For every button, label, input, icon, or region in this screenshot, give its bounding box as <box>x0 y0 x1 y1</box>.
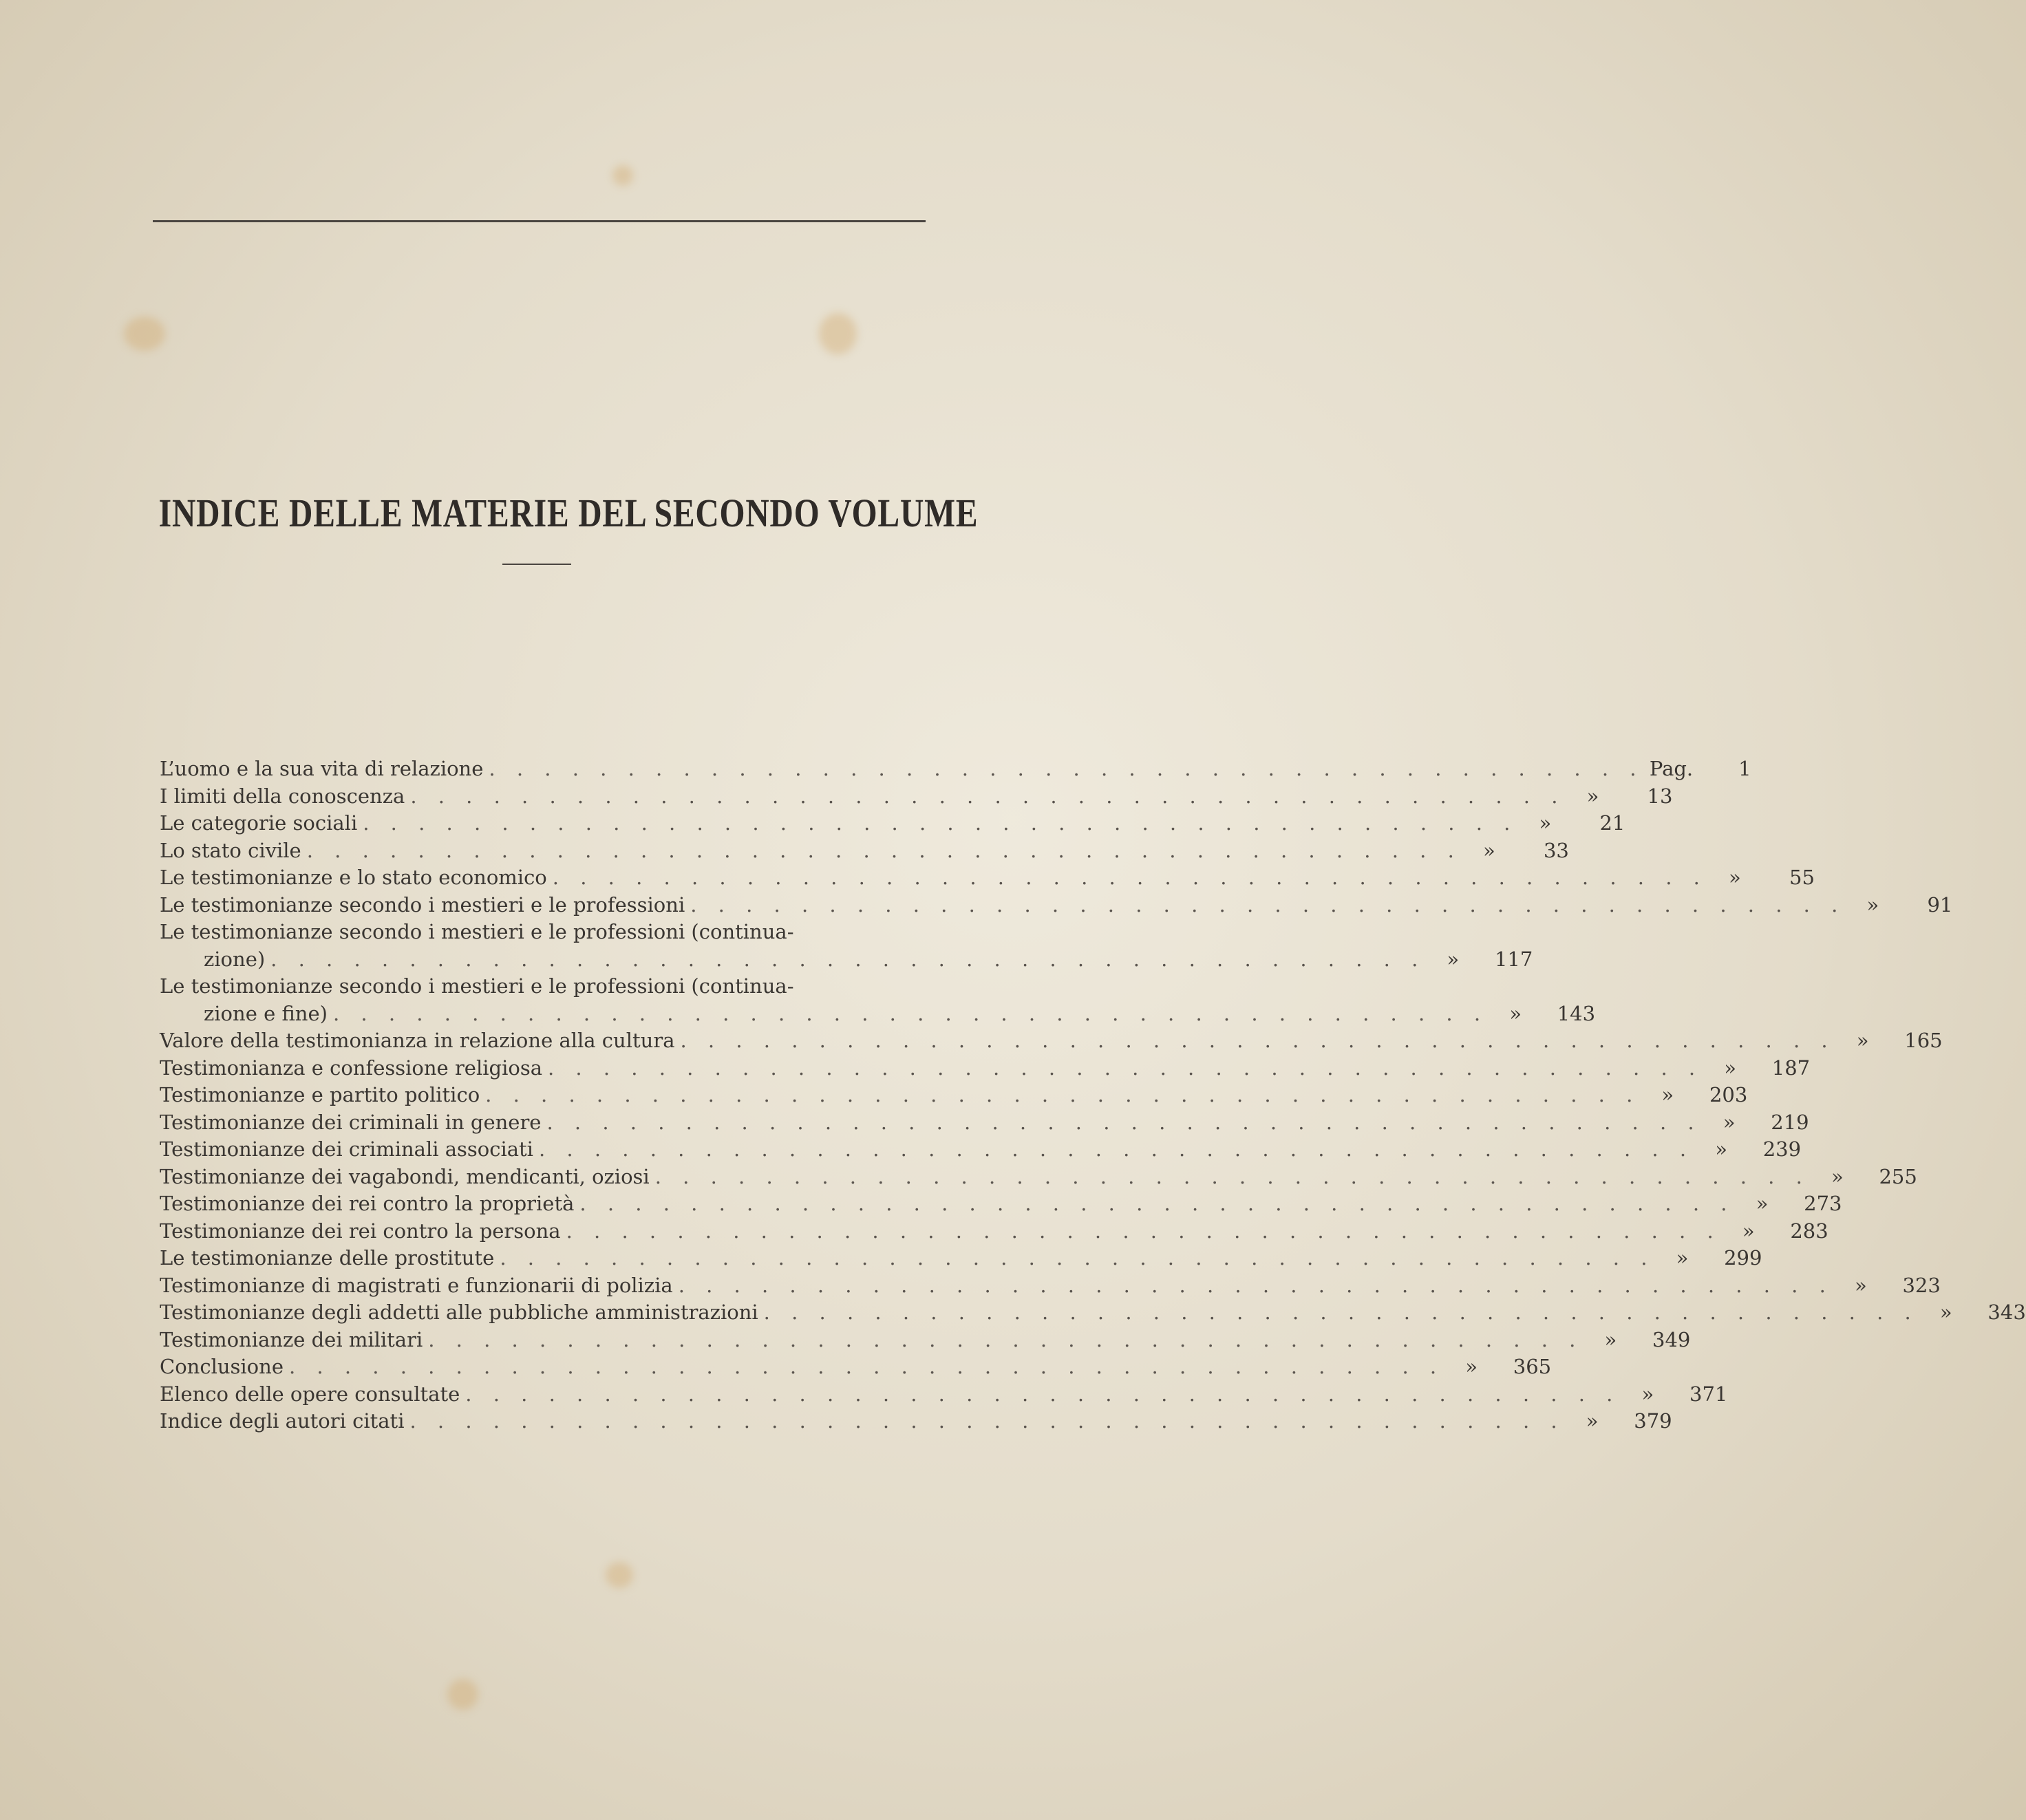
leader-dots: . . . . . . . . . . . . . . . . . . . . . . . . . . . . . . . . . . . . . . . . . . <box>288 1355 1444 1378</box>
toc-page-number: 91 <box>1927 892 1953 917</box>
toc-entry-label: Testimonianze dei militari <box>160 1327 423 1351</box>
toc-page-number: 55 <box>1789 866 1815 889</box>
toc-page-prefix: » <box>1465 1355 1478 1378</box>
toc-page-number: 203 <box>1709 1083 1748 1106</box>
toc-page-number: 299 <box>1724 1246 1762 1270</box>
toc-entry-label: Le testimonianze secondo i mestieri e le professioni <box>160 892 685 917</box>
toc-page-prefix: » <box>1676 1246 1689 1270</box>
toc-page-number: 255 <box>1879 1164 1917 1188</box>
toc-entry-label: Testimonianze di magistrati e funzionarii di polizia <box>160 1273 673 1297</box>
toc-page-prefix: » <box>1641 1382 1654 1406</box>
toc-page-number: 117 <box>1494 947 1533 971</box>
toc-entry <box>160 1109 1809 1137</box>
title-rule <box>502 564 571 565</box>
toc-page-number: 239 <box>1762 1137 1802 1161</box>
toc-entry-label-line1: Le testimonianze secondo i mestieri e le professioni (continua- <box>160 974 794 998</box>
toc-entry-label: Lo stato civile <box>160 838 301 862</box>
toc-entry <box>160 1164 1917 1191</box>
toc-page-prefix: » <box>1723 1110 1736 1134</box>
toc-page-number: 371 <box>1689 1382 1728 1406</box>
toc-entry-label: Valore della testimonianza in relazione alla cultura <box>160 1029 675 1052</box>
foxing-spot <box>447 1679 478 1710</box>
toc-entry <box>160 837 1569 865</box>
toc-page-prefix: » <box>1854 1273 1867 1297</box>
toc-entry <box>160 1136 1802 1164</box>
toc-entry-label: I limiti della conoscenza <box>160 784 405 808</box>
leader-dots: . . . . . . . . . . . . . . . . . . . . . . . . . . . . . . . . . . . . . . . . . . <box>680 1029 1835 1052</box>
toc-page-number: 283 <box>1790 1219 1828 1243</box>
toc-page-prefix: » <box>1856 1029 1869 1052</box>
toc-entry <box>160 1245 1762 1272</box>
toc-page-prefix: » <box>1742 1219 1755 1243</box>
foxing-spot <box>606 1562 633 1588</box>
toc-page-number: 21 <box>1599 811 1625 835</box>
toc-entry <box>160 1299 2026 1327</box>
toc-entry <box>160 1027 1943 1055</box>
toc-page-number: 165 <box>1904 1029 1943 1052</box>
toc-entry-label: Le testimonianze e lo stato economico <box>160 866 547 889</box>
toc-page-prefix: » <box>1939 1300 1952 1324</box>
toc-page-prefix: » <box>1661 1083 1674 1106</box>
toc-page-number: 365 <box>1513 1355 1552 1378</box>
toc-page-number: 379 <box>1634 1409 1672 1433</box>
toc-page-prefix: » <box>1831 1164 1844 1188</box>
toc-page-prefix: » <box>1866 892 1879 917</box>
leader-dots: . . . . . . . . . . . . . . . . . . . . . . . . . . . . . . . . . . . . . . . . . . <box>410 784 1566 808</box>
leader-dots: . . . . . . . . . . . . . . . . . . . . . . . . . . . . . . . . . . . . . . . . . . <box>678 1273 1833 1297</box>
toc-page-prefix: » <box>1586 784 1599 808</box>
leader-dots: . . . . . . . . . . . . . . . . . . . . . . . . . . . . . . . . . . . . . . . . . . <box>763 1300 1919 1324</box>
toc-entry-label-line1: Le testimonianze secondo i mestieri e le professioni (continua- <box>160 920 794 943</box>
toc-page-number: 187 <box>1771 1056 1811 1080</box>
top-rule <box>153 220 926 222</box>
leader-dots: . . . . . . . . . . . . . . . . . . . . . . . . . . . . . . . . . . . . . . . . . . <box>485 1083 1641 1106</box>
leader-dots: . . . . . . . . . . . . . . . . . . . . . . . . . . . . . . . . . . . . . . . . . . <box>332 1001 1489 1025</box>
toc-entry-label: Testimonianze degli addetti alle pubbliche amministrazioni <box>160 1300 758 1324</box>
toc-entry <box>160 1272 1941 1300</box>
toc-entry-label: Elenco delle opere consultate <box>160 1382 460 1406</box>
toc-page-prefix: Pag. <box>1649 757 1694 780</box>
table-of-contents <box>160 756 2026 1435</box>
toc-entry <box>160 1190 1842 1218</box>
toc-entry <box>160 1218 1828 1245</box>
toc-page-prefix: » <box>1539 811 1552 835</box>
foxing-spot <box>124 317 165 351</box>
toc-entry <box>160 919 1533 973</box>
leader-dots: . . . . . . . . . . . . . . . . . . . . . . . . . . . . . . . . . . . . . . . . . . <box>306 838 1462 862</box>
toc-page-number: 273 <box>1804 1192 1842 1215</box>
toc-entry <box>160 756 1751 783</box>
leader-dots: . . . . . . . . . . . . . . . . . . . . . . . . . . . . . . . . . . . . . . . . . . <box>428 1327 1584 1351</box>
toc-page-prefix: » <box>1509 1001 1522 1025</box>
leader-dots: . . . . . . . . . . . . . . . . . . . . . . . . . . . . . . . . . . . . . . . . . . <box>654 1164 1810 1188</box>
toc-entry <box>160 810 1625 837</box>
toc-entry-label: Testimonianza e confessione religiosa <box>160 1056 542 1080</box>
leader-dots: . . . . . . . . . . . . . . . . . . . . . . . . . . . . . . . . . . . . . . . . . . <box>489 757 1644 780</box>
toc-entry-label: Testimonianze dei rei contro la proprietà <box>160 1192 575 1215</box>
toc-page-prefix: » <box>1756 1192 1769 1215</box>
leader-dots: . . . . . . . . . . . . . . . . . . . . . . . . . . . . . . . . . . . . . . . . . . <box>538 1137 1694 1161</box>
toc-page-prefix: » <box>1586 1409 1599 1433</box>
leader-dots: . . . . . . . . . . . . . . . . . . . . . . . . . . . . . . . . . . . . . . . . . . <box>500 1246 1655 1270</box>
toc-entry <box>160 1408 1672 1435</box>
toc-entry <box>160 1327 1691 1354</box>
leader-dots: . . . . . . . . . . . . . . . . . . . . . . . . . . . . . . . . . . . . . . . . . . <box>552 866 1707 889</box>
foxing-spot <box>819 313 857 354</box>
toc-page-prefix: » <box>1604 1327 1617 1351</box>
toc-entry-label-line2: zione) <box>204 947 266 971</box>
leader-dots: . . . . . . . . . . . . . . . . . . . . . . . . . . . . . . . . . . . . . . . . . . <box>690 892 1846 917</box>
foxing-spot <box>612 165 633 186</box>
toc-page-prefix: » <box>1724 1056 1736 1080</box>
toc-entry-label: Le categorie sociali <box>160 811 358 835</box>
toc-entry-label: Testimonianze dei vagabondi, mendicanti, oziosi <box>160 1164 650 1188</box>
toc-page-prefix: » <box>1482 838 1495 862</box>
toc-page-number: 1 <box>1738 757 1751 780</box>
toc-entry <box>160 864 1815 892</box>
leader-dots: . . . . . . . . . . . . . . . . . . . . . . . . . . . . . . . . . . . . . . . . . . <box>547 1056 1703 1080</box>
toc-entry-label: Conclusione <box>160 1355 284 1378</box>
toc-entry-label: Testimonianze dei rei contro la persona <box>160 1219 561 1243</box>
toc-entry <box>160 973 1596 1027</box>
page-title: INDICE DELLE MATERIE DEL SECONDO VOLUME <box>158 491 979 535</box>
toc-entry <box>160 1082 1748 1109</box>
leader-dots: . . . . . . . . . . . . . . . . . . . . . . . . . . . . . . . . . . . . . . . . . . <box>363 811 1518 835</box>
leader-dots: . . . . . . . . . . . . . . . . . . . . . . . . . . . . . . . . . . . . . . . . . . <box>566 1219 1721 1243</box>
toc-entry <box>160 1055 1811 1082</box>
toc-entry-label-line2: zione e fine) <box>204 1001 328 1025</box>
toc-entry-label: L’uomo e la sua vita di relazione <box>160 757 484 780</box>
toc-page-prefix: » <box>1729 866 1741 889</box>
leader-dots: . . . . . . . . . . . . . . . . . . . . . . . . . . . . . . . . . . . . . . . . . . <box>409 1409 1565 1433</box>
toc-entry <box>160 783 1673 811</box>
toc-entry <box>160 892 1953 919</box>
toc-page-number: 33 <box>1543 838 1569 862</box>
toc-page-number: 323 <box>1902 1273 1941 1297</box>
leader-dots: . . . . . . . . . . . . . . . . . . . . . . . . . . . . . . . . . . . . . . . . . . <box>546 1110 1702 1134</box>
leader-dots: . . . . . . . . . . . . . . . . . . . . . . . . . . . . . . . . . . . . . . . . . . <box>579 1192 1735 1215</box>
toc-page-number: 219 <box>1771 1110 1809 1134</box>
toc-page-prefix: » <box>1715 1137 1727 1161</box>
toc-entry <box>160 1353 1552 1381</box>
toc-page-number: 143 <box>1557 1001 1596 1025</box>
toc-page-number: 13 <box>1647 784 1673 808</box>
toc-entry-label: Testimonianze e partito politico <box>160 1083 480 1106</box>
toc-page-prefix: » <box>1447 947 1460 971</box>
toc-entry-label: Le testimonianze delle prostitute <box>160 1246 495 1270</box>
toc-page-number: 343 <box>1987 1300 2026 1324</box>
toc-entry-label: Testimonianze dei criminali in genere <box>160 1110 542 1134</box>
toc-entry-label: Indice degli autori citati <box>160 1409 405 1433</box>
leader-dots: . . . . . . . . . . . . . . . . . . . . . . . . . . . . . . . . . . . . . . . . . . <box>465 1382 1621 1406</box>
leader-dots: . . . . . . . . . . . . . . . . . . . . . . . . . . . . . . . . . . . . . . . . . . <box>270 947 1426 971</box>
toc-page-number: 349 <box>1652 1327 1691 1351</box>
toc-entry <box>160 1381 1728 1409</box>
toc-entry-label: Testimonianze dei criminali associati <box>160 1137 533 1161</box>
